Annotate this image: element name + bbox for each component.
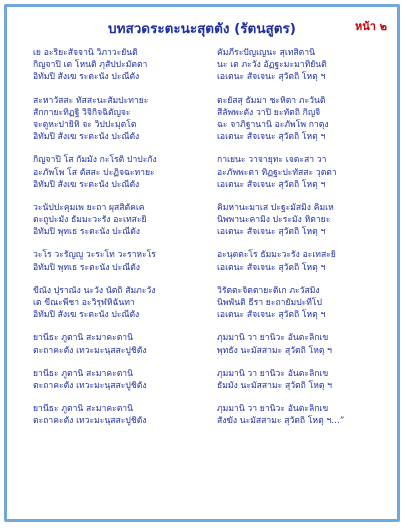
verse-line	[19, 249, 395, 261]
stanza	[19, 47, 395, 84]
verse-line	[19, 345, 395, 357]
verse-line	[19, 202, 395, 214]
verse-right-half: เอเตนะ สัจเจนะ สุวัตถิ โหตุ ฯ	[217, 227, 326, 238]
verse-right-half: วิรัตตะจิตตายะติเก ภะวัสมิง	[217, 285, 320, 296]
verse-line	[19, 71, 395, 83]
verse-right-half: สังฆัง นะมัสสามะ สุวัตถิ โหตุ ฯ…”	[217, 416, 345, 427]
stanza	[19, 154, 395, 191]
verse-right-half: ภุมมานิ วา ยานิวะ อันตะลิกเข	[217, 333, 329, 344]
stanza	[19, 368, 395, 392]
verse-line	[19, 285, 395, 297]
verse-line	[19, 226, 395, 238]
verse-right-half: ฉะ จาภิฐานานิ อะภัพโพ กาตุง	[217, 119, 329, 130]
stanza	[19, 285, 395, 322]
verse-left-half: อิทัมปิ สังเฆ ระตะนัง ปะณีตัง	[33, 310, 140, 321]
verse-left-half: วะนัปปะคุมเพ ยะถา ผุสสิตัคเค	[33, 202, 145, 213]
verse-line	[19, 368, 395, 380]
verse-line	[19, 332, 395, 344]
verse-left-half: กิญจาปิ เต โหนติ ภุสัปปะมัตตา	[33, 60, 148, 71]
verse-left-half: ยานีธะ ภูตานิ สะมาคะตานิ	[33, 368, 134, 379]
verse-right-half: นิพพานะคามิง ปะระมัง หิตายะ	[217, 215, 331, 226]
verse-left-half: กิญจาปิ โส กัมมัง กะโรติ ปาปะกัง	[33, 155, 157, 166]
verse-right-half: นิพพันติ ธีรา ยะถายัมปะทีโป	[217, 298, 322, 308]
page-frame	[4, 4, 400, 522]
verse-line	[19, 403, 395, 415]
verse-line	[19, 59, 395, 71]
verse-line	[19, 214, 395, 226]
verse-right-half: กาเยนะ วาจายุทะ เจตะสา วา	[217, 155, 327, 166]
stanza	[19, 403, 395, 427]
verse-line	[19, 167, 395, 179]
stanza	[19, 249, 395, 273]
verse-left-half: ตะถาคะตัง เทวะมะนุสสะปูชิตัง	[33, 380, 147, 391]
verse-line	[19, 131, 395, 143]
verse-right-half: อะภัพพะตา ทิฏฐะปะทัสสะ วุตตา	[217, 167, 337, 178]
verse-left-half: ตะถูปะมัง ธัมมะวะรัง อะเทสะยิ	[33, 215, 147, 226]
verse-line	[19, 95, 395, 107]
page-number: หน้า ๒	[354, 20, 387, 33]
verse-right-half: เอเตนะ สัจเจนะ สุวัตถิ โหตุ ฯ	[217, 310, 326, 321]
verse-left-half: วะโร วะรัญญู วะระโท วะราหะโร	[33, 250, 156, 261]
verse-right-half: ภุมมานิ วา ยานิวะ อันตะลิกเข	[217, 368, 329, 379]
verse-left-half: อิทัมปิ พุทเธ ระตะนัง ปะณีตัง	[33, 227, 140, 238]
verse-line	[19, 309, 395, 321]
verse-right-half: พุทธัง นะมัสสามะ สุวัตถิ โหตุ ฯ	[217, 345, 332, 356]
verse-line	[19, 154, 395, 166]
stanza	[19, 332, 395, 356]
chant-body	[19, 47, 395, 439]
verse-left-half: ยานีธะ ภูตานิ สะมาคะตานิ	[33, 333, 134, 344]
verse-left-half: อิทัมปิ สังเฆ ระตะนัง ปะณีตัง	[33, 179, 140, 190]
verse-left-half: สะหาวัสสะ ทัสสะนะสัมปะทายะ	[33, 95, 149, 106]
stanza	[19, 202, 395, 239]
verse-line	[19, 107, 395, 119]
verse-right-half: คัมภีระปัญเญนะ สุเทสิตานิ	[217, 48, 315, 58]
verse-line	[19, 47, 395, 59]
verse-line	[19, 179, 395, 191]
stanza	[19, 95, 395, 144]
verse-left-half: อิทัมปิ สังเฆ ระตะนัง ปะณีตัง	[33, 72, 140, 83]
verse-left-half: เย อะริยะสัจจานิ วิภาวะยันติ	[33, 48, 138, 58]
verse-left-half: ขีณัง ปุราณัง นะวัง นัตถิ สัมภะวัง	[33, 285, 156, 296]
verse-right-half: สีลัพพะตัง วาปิ ยะทัตถิ กิญจิ	[217, 107, 321, 118]
verse-right-half: คิมหานะมาเส ปะฐะมัสมิง คิมเห	[217, 202, 334, 213]
verse-right-half: เอเตนะ สัจเจนะ สุวัตถิ โหตุ ฯ	[217, 132, 326, 143]
verse-left-half: ตะถาคะตัง เทวะมะนุสสะปูชิตัง	[33, 416, 147, 427]
verse-right-half: ภุมมานิ วา ยานิวะ อันตะลิกเข	[217, 404, 329, 415]
verse-right-half: นะ เต ภะวัง อัฏฐะมะมาทิยันติ	[217, 60, 327, 71]
verse-left-half: อะภัพโพ โส ตัสสะ ปะฏิจฉะทายะ	[33, 167, 155, 178]
verse-right-half: เอเตนะ สัจเจนะ สุวัตถิ โหตุ ฯ	[217, 179, 326, 190]
verse-line	[19, 262, 395, 274]
verse-left-half: อิทัมปิ พุทเธ ระตะนัง ปะณีตัง	[33, 262, 140, 273]
verse-line	[19, 119, 395, 131]
verse-left-half: จะตูหะปายิหิ จะ วิปปะมุตโต	[33, 119, 137, 130]
verse-right-half: ตะยัสสุ ธัมมา ชะหิตา ภะวันติ	[217, 95, 326, 106]
verse-left-half: สักกายะทิฏฐิ วิจิกิจฉิตัญจะ	[33, 107, 131, 118]
verse-line	[19, 297, 395, 309]
verse-left-half: เต ขีณะพีชา อะวิรุฬหิฉันทา	[33, 298, 135, 308]
verse-left-half: ยานีธะ ภูตานิ สะมาคะตานิ	[33, 404, 134, 415]
page-title: บทสวดระตะนะสุตตัง (รัตนสูตร)	[108, 21, 296, 37]
verse-left-half: ตะถาคะตัง เทวะมะนุสสะปูชิตัง	[33, 345, 147, 356]
verse-line	[19, 415, 395, 427]
verse-right-half: เอเตนะ สัจเจนะ สุวัตถิ โหตุ ฯ	[217, 72, 326, 83]
verse-right-half: อะนุตตะโร ธัมมะวะรัง อะเทสะยิ	[217, 250, 336, 261]
verse-right-half: ธัมมัง นะมัสสามะ สุวัตถิ โหตุ ฯ	[217, 380, 332, 391]
verse-line	[19, 380, 395, 392]
verse-left-half: อิทัมปิ สังเฆ ระตะนัง ปะณีตัง	[33, 132, 140, 143]
verse-right-half: เอเตนะ สัจเจนะ สุวัตถิ โหตุ ฯ	[217, 262, 326, 273]
